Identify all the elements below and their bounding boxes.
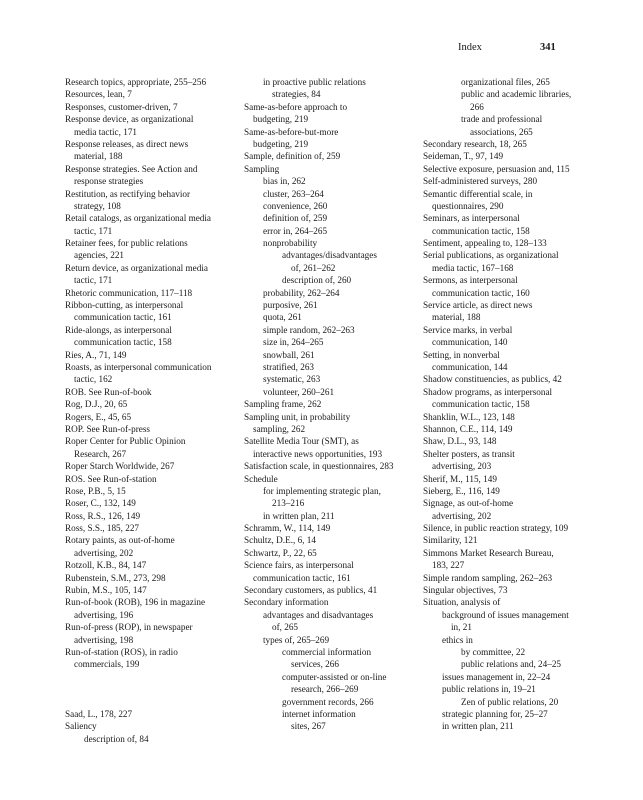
- index-entry: ROB. See Run-of-book: [65, 386, 152, 397]
- index-entry: Saad, L., 178, 227: [65, 708, 133, 719]
- index-entry: Retainer fees, for public relations: [65, 238, 188, 249]
- index-entry: Shanklin, W.L., 123, 148: [423, 411, 515, 422]
- index-entry: public relations in, 19–21: [442, 684, 536, 695]
- index-entry: cluster, 263–264: [263, 188, 324, 199]
- index-entry: tactic, 171: [74, 225, 113, 236]
- index-entry: Response strategies. See Action and: [65, 163, 198, 174]
- index-column-1: [65, 76, 243, 745]
- index-entry: Restitution, as rectifying behavior: [65, 188, 191, 199]
- index-entry: Satisfaction scale, in questionnaires, 283: [244, 461, 394, 472]
- index-entry: commercials, 199: [74, 659, 140, 670]
- index-entry: Ribbon-cutting, as interpersonal: [65, 300, 184, 311]
- index-entry: Situation, analysis of: [423, 597, 501, 608]
- index-entry: Rubin, M.S., 105, 147: [65, 585, 147, 596]
- index-entry: Return device, as organizational media: [65, 262, 208, 273]
- index-entry: systematic, 263: [263, 374, 321, 385]
- index-entry: Seideman, T., 97, 149: [423, 151, 504, 162]
- index-entry: quota, 261: [263, 312, 302, 323]
- index-entry: Same-as-before-but-more: [244, 126, 339, 137]
- index-entry: Rog, D.J., 20, 65: [65, 399, 128, 410]
- index-entry: advantages and disadvantages: [263, 609, 374, 620]
- index-entry: description of, 84: [84, 733, 149, 744]
- index-entry: Schramm, W., 114, 149: [244, 523, 331, 534]
- index-entry: Satellite Media Tour (SMT), as: [244, 436, 359, 447]
- index-entry: by committee, 22: [461, 646, 526, 657]
- index-entry: 266: [470, 101, 484, 112]
- index-entry: Simmons Market Research Bureau,: [423, 547, 554, 558]
- index-entry: Signage, as out-of-home: [423, 498, 514, 509]
- index-entry: Shelter posters, as transit: [423, 448, 515, 459]
- index-entry: definition of, 259: [263, 213, 328, 224]
- index-entry: of, 265: [272, 622, 299, 633]
- index-entry: Seminars, as interpersonal: [423, 213, 520, 224]
- index-entry: Rogers, E., 45, 65: [65, 411, 132, 422]
- index-entry: Sampling: [244, 163, 280, 174]
- index-entry: communication tactic, 161: [253, 572, 351, 583]
- index-entry: Secondary research, 18, 265: [423, 138, 527, 149]
- index-entry: Sampling frame, 262: [244, 399, 322, 410]
- index-entry: error in, 264–265: [263, 225, 328, 236]
- index-entry: Schultz, D.E., 6, 14: [244, 535, 316, 546]
- index-entry: Service article, as direct news: [423, 300, 533, 311]
- index-entry: Run-of-book (ROB), 196 in magazine: [65, 597, 206, 608]
- index-entry: nonprobability: [263, 238, 318, 249]
- index-entry: material, 188: [432, 312, 481, 323]
- index-entry: Roser, C., 132, 149: [65, 498, 136, 509]
- index-entry: communication, 144: [432, 361, 508, 372]
- index-entry: Same-as-before approach to: [244, 101, 348, 112]
- index-entry: Sherif, M., 115, 149: [423, 473, 497, 484]
- index-entry: Roasts, as interpersonal communication: [65, 361, 212, 372]
- index-entry: [65, 671, 243, 683]
- index-entry: description of, 260: [282, 275, 352, 286]
- index-entry: Ries, A., 71, 149: [65, 349, 127, 360]
- index-entry: Retail catalogs, as organizational media: [65, 213, 212, 224]
- index-entry: media tactic, 171: [74, 126, 138, 137]
- index-entry: material, 188: [74, 151, 123, 162]
- index-entry: Schedule: [244, 473, 278, 484]
- index-entry: communication tactic, 160: [432, 287, 530, 298]
- index-entry: stratified, 263: [263, 361, 315, 372]
- index-entry: in written plan, 211: [263, 510, 335, 521]
- index-entry: Shadow programs, as interpersonal: [423, 386, 553, 397]
- index-entry: convenience, 260: [263, 200, 328, 211]
- index-entry: Ross, R.S., 126, 149: [65, 510, 141, 521]
- index-entry: Shaw, D.L., 93, 148: [423, 436, 497, 447]
- page-number: 341: [540, 42, 556, 53]
- index-entry: [65, 696, 243, 708]
- index-entry: Sentiment, appealing to, 128–133: [423, 238, 547, 249]
- index-entry: Research topics, appropriate, 255–256: [65, 77, 207, 87]
- index-entry: research, 266–269: [291, 684, 359, 695]
- index-entry: public relations and, 24–25: [461, 659, 562, 670]
- index-entry: Response releases, as direct news: [65, 138, 189, 149]
- index-entry: Shannon, C.E., 114, 149: [423, 423, 513, 434]
- index-entry: budgeting, 219: [253, 114, 309, 125]
- index-entry: advertising, 196: [74, 609, 134, 620]
- index-entry: Rotzoll, K.B., 84, 147: [65, 560, 147, 571]
- index-entry: Secondary customers, as publics, 41: [244, 585, 378, 596]
- index-entry: agencies, 221: [74, 250, 125, 261]
- index-entry: advertising, 202: [74, 547, 134, 558]
- index-entry: types of, 265–269: [263, 634, 330, 645]
- index-entry: Selective exposure, persuasion and, 115: [423, 163, 570, 174]
- index-entry: Sieberg, E., 116, 149: [423, 485, 500, 496]
- index-entry: organizational files, 265: [461, 77, 550, 87]
- index-entry: snowball, 261: [263, 349, 315, 360]
- index-entry: communication, 140: [432, 337, 508, 348]
- index-entry: in, 21: [451, 622, 472, 633]
- index-entry: Rotary paints, as out-of-home: [65, 535, 175, 546]
- index-entry: Shadow constituencies, as publics, 42: [423, 374, 562, 385]
- index-entry: Run-of-station (ROS), in radio: [65, 646, 178, 657]
- index-entry: response strategies: [74, 176, 144, 187]
- index-entry: volunteer, 260–261: [263, 386, 335, 397]
- index-entry: Service marks, in verbal: [423, 324, 513, 335]
- index-entry: sites, 267: [291, 721, 326, 732]
- index-entry: strategies, 84: [272, 89, 321, 100]
- index-entry: interactive news opportunities, 193: [253, 448, 383, 459]
- index-entry: budgeting, 219: [253, 138, 309, 149]
- index-entry: communication tactic, 158: [74, 337, 172, 348]
- index-entry: Ross, S.S., 185, 227: [65, 523, 140, 534]
- index-entry: [65, 683, 243, 695]
- index-entry: communication tactic, 161: [74, 312, 172, 323]
- index-entry: purposive, 261: [263, 300, 318, 311]
- index-entry: communication tactic, 158: [432, 225, 530, 236]
- index-entry: background of issues management: [442, 609, 569, 620]
- index-entry: tactic, 162: [74, 374, 113, 385]
- index-entry: Simple random sampling, 262–263: [423, 572, 553, 583]
- index-entry: Schwartz, P., 22, 65: [244, 547, 317, 558]
- index-entry: sampling, 262: [253, 423, 306, 434]
- index-entry: simple random, 262–263: [263, 324, 355, 335]
- index-entry: associations, 265: [470, 126, 533, 137]
- index-entry: Self-administered surveys, 280: [423, 176, 538, 187]
- index-entry: Similarity, 121: [423, 535, 478, 546]
- index-entry: Silence, in public reaction strategy, 109: [423, 523, 569, 534]
- index-entry: Saliency: [65, 721, 97, 732]
- index-entry: ROP. See Run-of-press: [65, 423, 150, 434]
- index-entry: 213–216: [272, 498, 305, 509]
- index-entry: ethics in: [442, 634, 473, 645]
- index-entry: Ride-alongs, as interpersonal: [65, 324, 172, 335]
- index-entry: Science fairs, as interpersonal: [244, 560, 354, 571]
- index-entry: trade and professional: [461, 114, 543, 125]
- index-entry: tactic, 171: [74, 275, 113, 286]
- index-entry: Rose, P.B., 5, 15: [65, 485, 126, 496]
- index-entry: Responses, customer-driven, 7: [65, 101, 178, 112]
- index-entry: 183, 227: [432, 560, 465, 571]
- index-column-3: [423, 76, 603, 733]
- index-entry: advertising, 198: [74, 634, 134, 645]
- index-entry: Singular objectives, 73: [423, 585, 508, 596]
- index-entry: advertising, 202: [432, 510, 492, 521]
- index-entry: Secondary information: [244, 597, 329, 608]
- index-entry: ROS. See Run-of-station: [65, 473, 157, 484]
- index-entry: bias in, 262: [263, 176, 306, 187]
- index-entry: Sample, definition of, 259: [244, 151, 341, 162]
- index-entry: public and academic libraries,: [461, 89, 572, 100]
- index-entry: Run-of-press (ROP), in newspaper: [65, 622, 193, 633]
- index-entry: commercial information: [282, 646, 372, 657]
- index-entry: probability, 262–264: [263, 287, 340, 298]
- running-header-title: Index: [458, 42, 482, 53]
- index-entry: in proactive public relations: [263, 77, 366, 87]
- index-entry: Resources, lean, 7: [65, 89, 132, 100]
- index-entry: government records, 266: [282, 696, 374, 707]
- index-entry: Setting, in nonverbal: [423, 349, 500, 360]
- index-entry: strategic planning for, 25–27: [442, 708, 548, 719]
- index-entry: advantages/disadvantages: [282, 250, 377, 261]
- index-entry: Roper Center for Public Opinion: [65, 436, 186, 447]
- index-entry: Research, 267: [74, 448, 127, 459]
- index-entry: of, 261–262: [291, 262, 336, 273]
- index-entry: advertising, 203: [432, 461, 492, 472]
- index-entry: Roper Starch Worldwide, 267: [65, 461, 175, 472]
- index-entry: Serial publications, as organizational: [423, 250, 559, 261]
- index-entry: Rubenstein, S.M., 273, 298: [65, 572, 166, 583]
- index-entry: strategy, 108: [74, 200, 121, 211]
- index-column-2: [244, 76, 422, 733]
- index-entry: size in, 264–265: [263, 337, 324, 348]
- index-entry: issues management in, 22–24: [442, 671, 551, 682]
- index-entry: Sermons, as interpersonal: [423, 275, 518, 286]
- index-entry: communication tactic, 158: [432, 399, 530, 410]
- index-entry: services, 266: [291, 659, 339, 670]
- index-entry: Sampling unit, in probability: [244, 411, 351, 422]
- index-entry: computer-assisted or on-line: [282, 671, 387, 682]
- index-entry: Semantic differential scale, in: [423, 188, 533, 199]
- index-entry: Rhetoric communication, 117–118: [65, 287, 193, 298]
- index-entry: for implementing strategic plan,: [263, 485, 381, 496]
- index-entry: questionnaires, 290: [432, 200, 504, 211]
- index-entry: internet information: [282, 708, 356, 719]
- index-entry: media tactic, 167–168: [432, 262, 514, 273]
- index-entry: Response device, as organizational: [65, 114, 194, 125]
- index-entry: in written plan, 211: [442, 721, 514, 732]
- index-entry: Zen of public relations, 20: [461, 696, 559, 707]
